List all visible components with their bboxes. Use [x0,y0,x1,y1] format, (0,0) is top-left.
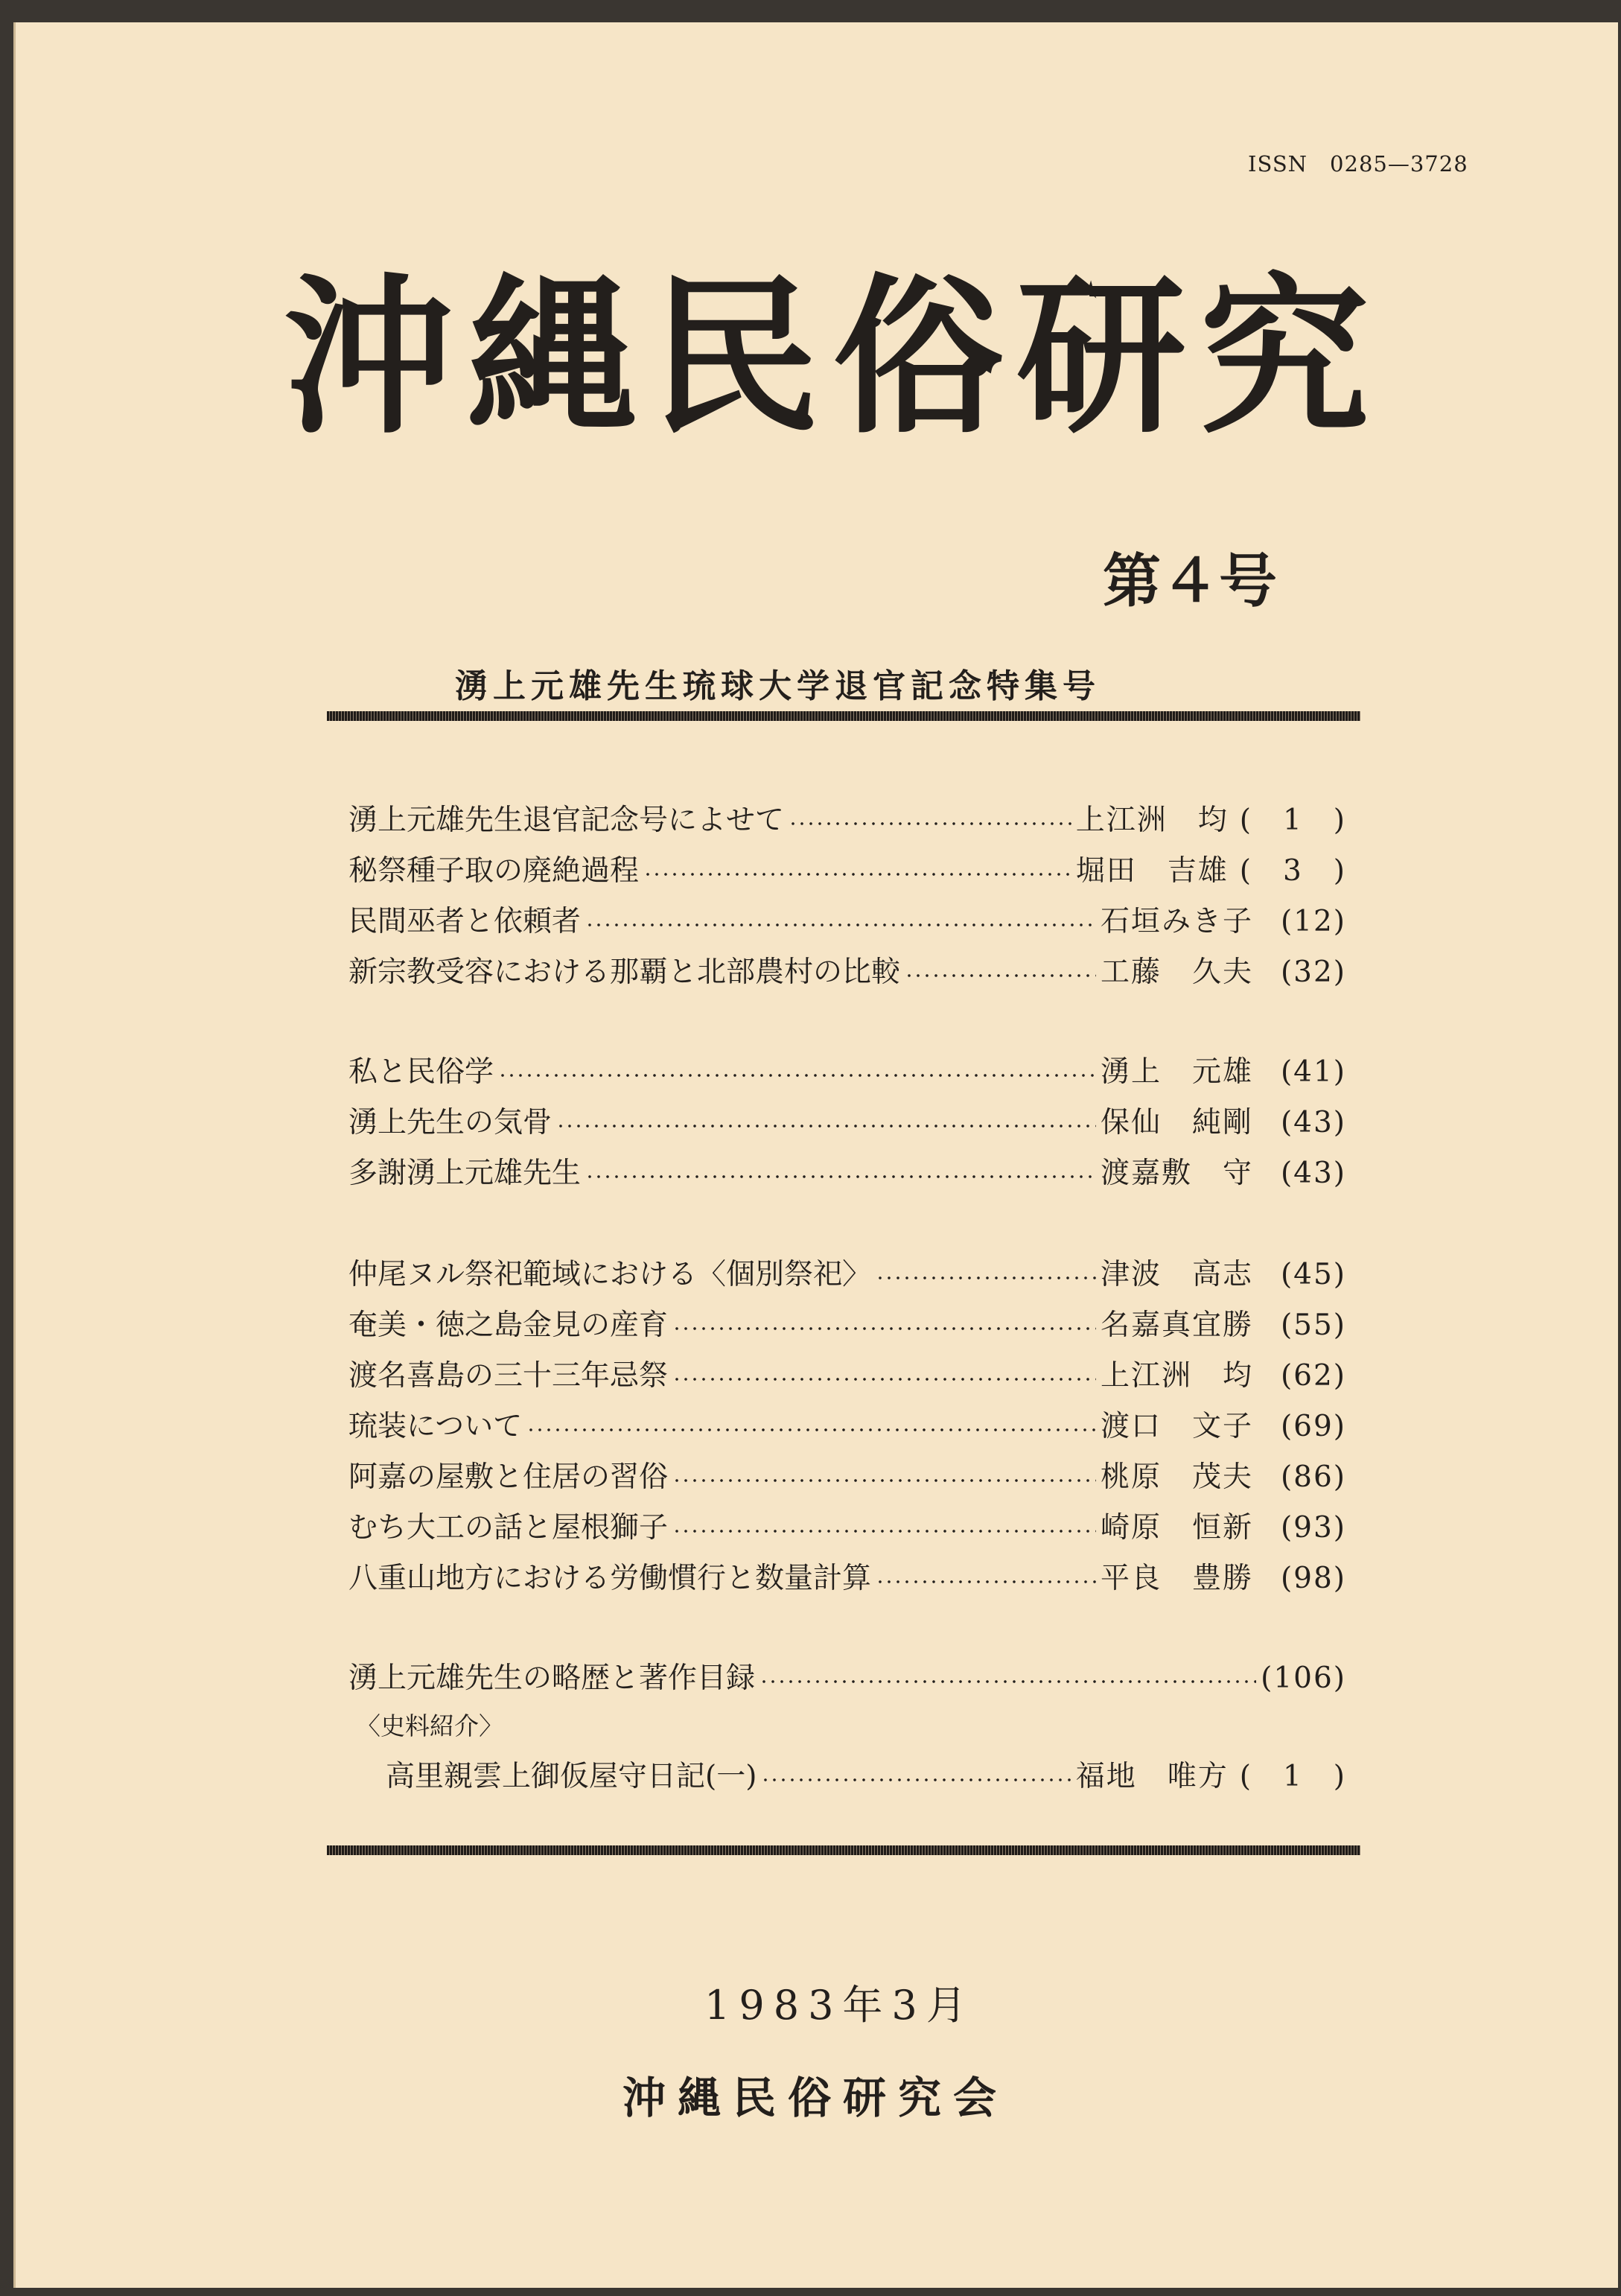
toc-entry-title: 仲尾ヌル祭祀範域における〈個別祭祀〉 [348,1258,872,1291]
leader-dots [526,1428,1096,1432]
toc-entry [348,1655,1346,1699]
toc-entry [348,1251,1346,1296]
toc-entry-page: (41) [1280,1055,1346,1089]
toc-entry-title: 新宗教受容における那覇と北部農村の比較 [348,955,901,989]
leader-dots [905,973,1096,978]
issue-number: 第４号 [1103,548,1278,615]
leader-dots [672,1529,1096,1533]
issn: ISSN 0285—3728 [1248,151,1468,177]
leader-dots [759,1679,1256,1684]
bottom-divider [327,1845,1360,1855]
leader-dots [789,821,1071,826]
toc-entry [348,949,1346,993]
toc-entry-page: (12) [1280,905,1346,938]
toc-entry-author: 渡嘉敷 守 [1101,1157,1254,1190]
journal-title: 沖縄民俗研究 [284,257,1383,457]
toc-entry-title: 阿嘉の屋敷と住居の習俗 [348,1460,669,1494]
toc-entry-page: (43) [1280,1157,1346,1190]
toc-entry-title: 私と民俗学 [348,1055,494,1089]
toc-entry-author: 桃原 茂夫 [1101,1460,1254,1494]
toc-entry-page: (45) [1280,1258,1346,1291]
leader-dots [761,1778,1071,1782]
leader-dots [672,1377,1096,1381]
cover [13,22,1618,2288]
toc-entry [348,1302,1346,1346]
toc-entry-author: 保仙 純剛 [1101,1106,1254,1139]
toc-entry [348,1352,1346,1397]
leader-dots [498,1073,1096,1078]
toc-entry [386,1753,1346,1798]
toc-entry-page: (32) [1280,955,1346,989]
toc-entry-author: 工藤 久夫 [1101,955,1254,989]
leader-dots [876,1276,1096,1280]
toc-entry-title: 八重山地方における労働慣行と数量計算 [348,1562,872,1595]
toc-entry-title: 琉装について [348,1410,523,1443]
toc-entry-author: 湧上 元雄 [1101,1055,1254,1089]
toc-entry-author: 渡口 文子 [1101,1410,1254,1443]
toc-entry-page: (62) [1280,1359,1346,1393]
leader-dots [585,923,1096,927]
toc-entry-author: 崎原 恒新 [1101,1511,1254,1545]
toc-entry-page: (93) [1280,1511,1346,1545]
leader-dots [556,1124,1096,1128]
toc-entry-title: 湧上元雄先生の略歴と著作目録 [348,1661,756,1695]
leader-dots [672,1478,1096,1483]
toc-entry [348,898,1346,943]
leader-dots [643,872,1071,877]
toc-entry-author: 上江洲 均 [1075,804,1229,837]
toc-entry-title: むち大工の話と屋根獅子 [348,1511,669,1545]
toc-entry [348,1403,1346,1448]
toc-entry-author: 平良 豊勝 [1101,1562,1254,1595]
toc-entry-author: 津波 高志 [1101,1258,1254,1291]
publication-date: 1983年3月 [704,1982,975,2029]
toc-entry [348,1454,1346,1498]
leader-dots [876,1580,1096,1584]
section-label: 〈史料紹介〉 [356,1711,503,1740]
toc-entry-page: ( 1 ) [1239,1760,1346,1793]
top-divider [327,711,1360,721]
toc-entry-title: 湧上先生の気骨 [348,1106,552,1139]
leader-dots [672,1326,1096,1331]
toc-entry-page: (69) [1280,1410,1346,1443]
toc-entry-page: (55) [1280,1308,1346,1342]
leader-dots [585,1174,1096,1179]
toc-entry-page: (98) [1280,1562,1346,1595]
toc-entry-title: 秘祭種子取の廃絶過程 [348,854,640,888]
toc-entry-title: 民間巫者と依頼者 [348,905,582,938]
toc-entry-title: 高里親雲上御仮屋守日記(一) [386,1760,757,1793]
publisher: 沖縄民俗研究会 [622,2073,1009,2123]
toc-entry-author: 堀田 吉雄 [1075,854,1229,888]
toc-entry-title: 渡名喜島の三十三年忌祭 [348,1359,669,1393]
toc-entry-author: 石垣みき子 [1101,905,1254,938]
toc-entry-title: 多謝湧上元雄先生 [348,1157,582,1190]
toc-entry-author: 名嘉真宜勝 [1101,1308,1254,1342]
toc-entry-page: (106) [1261,1661,1346,1695]
toc-entry-page: (43) [1280,1106,1346,1139]
toc-entry [348,1099,1346,1144]
toc-entry-title: 湧上元雄先生退官記念号によせて [348,804,785,837]
toc-entry-page: ( 1 ) [1239,804,1346,837]
toc-entry [348,1504,1346,1549]
toc-entry [348,1049,1346,1093]
toc-entry-title: 奄美・徳之島金見の産育 [348,1308,669,1342]
toc-entry [348,797,1346,842]
toc-entry-author: 福地 唯方 [1075,1760,1229,1793]
toc-entry-page: ( 3 ) [1239,854,1346,888]
toc-entry [348,1555,1346,1600]
toc-entry [348,1150,1346,1195]
toc-entry-author: 上江洲 均 [1101,1359,1254,1393]
toc-entry [348,848,1346,892]
special-issue-subtitle: 湧上元雄先生琉球大学退官記念特集号 [455,667,1101,705]
toc-entry-page: (86) [1280,1460,1346,1494]
